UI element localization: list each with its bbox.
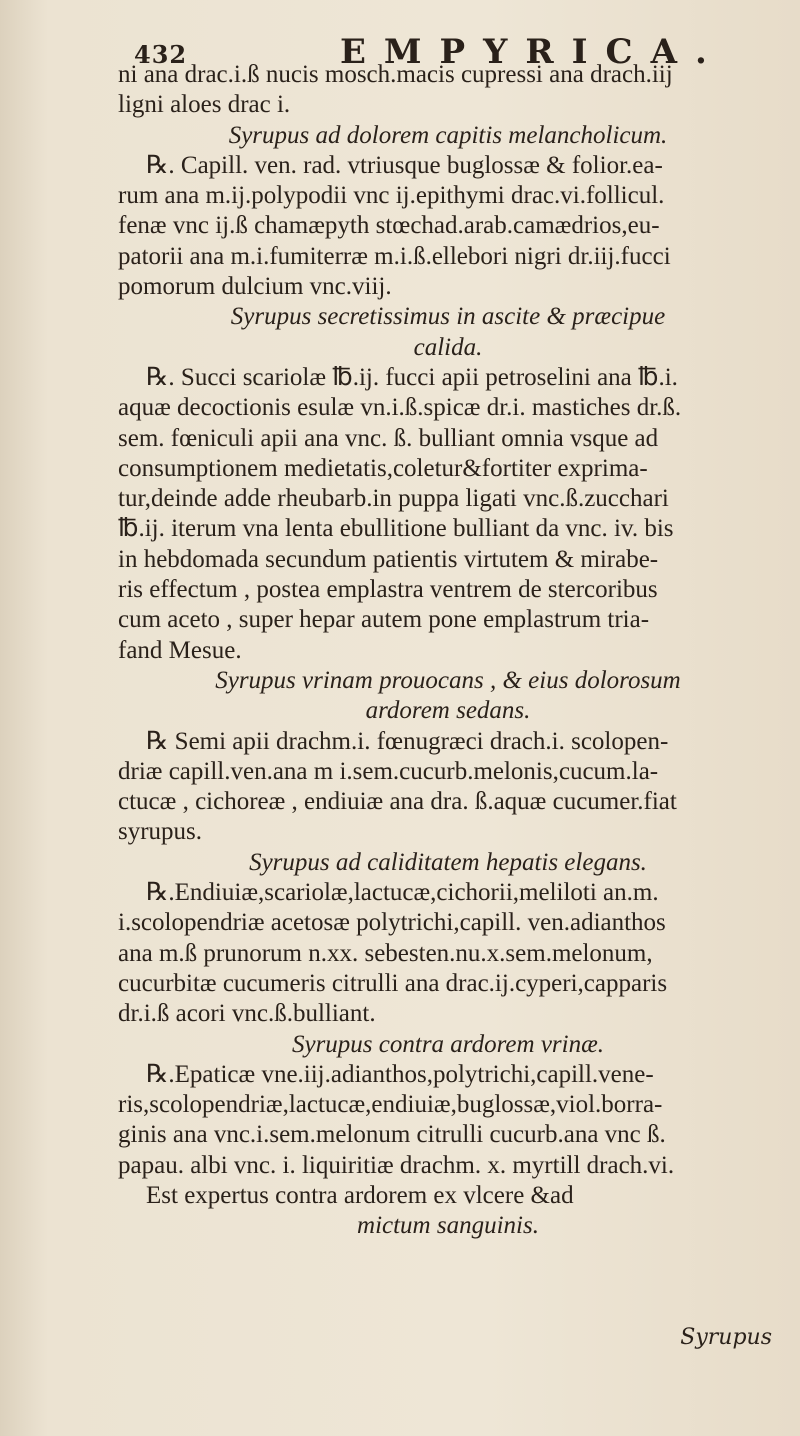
text-line: aquæ decoctionis esulæ vn.i.ß.spicæ dr.i. mastiches dr.ß. <box>118 394 682 422</box>
recipe-line: ℞. Succi scariolæ ℔.ij. fucci apii petroselini ana ℔.i. <box>146 363 678 391</box>
text-line: patorii ana m.i.fumiterræ m.i.ß.ellebori nigri dr.iij.fucci <box>118 242 671 270</box>
text-line: ℔.ij. iterum vna lenta ebullitione bulliant da vnc. iv. bis <box>118 515 674 543</box>
text-line: driæ capill.ven.ana m i.sem.cucurb.melonis,cucum.la- <box>118 757 659 785</box>
text-line: ligni aloes drac i. <box>118 91 291 119</box>
section-heading: Syrupus contra ardorem vrinæ. <box>291 1030 605 1058</box>
running-head: EMPYRICA. <box>340 32 725 72</box>
page-header <box>120 20 760 72</box>
recipe-line: ℞. Capill. ven. rad. vtriusque buglossæ & folior.ea- <box>146 151 663 179</box>
catchword: Syrupus <box>680 1325 772 1350</box>
section-heading: ardorem sedans. <box>365 697 531 725</box>
text-line: ris,scolopendriæ,lactucæ,endiuiæ,buglossæ,viol.borra- <box>118 1091 663 1119</box>
text-line: fenæ vnc ij.ß chamæpyth stœchad.arab.camædrios,eu- <box>118 212 660 240</box>
text-line: cucurbitæ cucumeris citrulli ana drac.ij.cyperi,capparis <box>118 969 668 997</box>
text-line: Est expertus contra ardorem ex vlcere &ad <box>146 1181 574 1209</box>
section-heading: calida. <box>413 333 483 361</box>
text-line: i.scolopendriæ acetosæ polytrichi,capill. ven.adianthos <box>118 909 666 937</box>
text-line: cum aceto , super hepar autem pone emplastrum tria- <box>118 606 650 634</box>
text-line: fand Mesue. <box>118 636 242 664</box>
text-line: rum ana m.ij.polypodii vnc ij.epithymi drac.vi.follicul. <box>118 182 665 210</box>
page-number: 432 <box>134 40 188 69</box>
section-heading: Syrupus secretissimus in ascite & præcipue <box>230 303 666 331</box>
text-line: syrupus. <box>118 818 203 846</box>
text-line: ris effectum , postea emplastra ventrem de stercoribus <box>118 576 658 604</box>
recipe-line: ℞.Epaticæ vne.iij.adianthos,polytrichi,capill.vene- <box>146 1060 654 1088</box>
section-heading: Syrupus ad caliditatem hepatis elegans. <box>249 848 647 876</box>
text-line: consumptionem medietatis,coletur&fortiter exprima- <box>118 454 648 482</box>
text-line: sem. fœniculi apii ana vnc. ß. bulliant omnia vsque ad <box>118 424 659 452</box>
section-heading: Syrupus ad dolorem capitis melancholicum. <box>228 121 668 149</box>
text-line: ctucæ , cichoreæ , endiuiæ ana dra. ß.aquæ cucumer.fiat <box>118 788 677 816</box>
text-line: in hebdomada secundum patientis virtutem & mirabe- <box>118 545 659 573</box>
text-line: pomorum dulcium vnc.viij. <box>118 273 392 301</box>
text-line: ana m.ß prunorum n.xx. sebesten.nu.x.sem.melonum, <box>118 939 653 967</box>
text-line: ni ana drac.i.ß nucis mosch.macis cupressi ana drach.iij <box>118 61 673 88</box>
text-line: tur,deinde adde rheubarb.in puppa ligati vnc.ß.zucchari <box>118 485 669 513</box>
text-line: papau. albi vnc. i. liquiritiæ drachm. x. myrtill drach.vi. <box>118 1151 675 1179</box>
text-line: dr.i.ß acori vnc.ß.bulliant. <box>118 1000 376 1028</box>
text-line: ginis ana vnc.i.sem.melonum citrulli cucurb.ana vnc ß. <box>118 1121 666 1149</box>
recipe-line: ℞ Semi apii drachm.i. fœnugræci drach.i. scolopen- <box>146 727 669 755</box>
section-heading: Syrupus vrinam prouocans , & eius dolorosum <box>215 666 681 694</box>
body-text <box>118 60 778 1242</box>
text-line: mictum sanguinis. <box>357 1212 539 1240</box>
recipe-line: ℞.Endiuiæ,scariolæ,lactucæ,cichorii,meliloti an.m. <box>146 879 659 907</box>
